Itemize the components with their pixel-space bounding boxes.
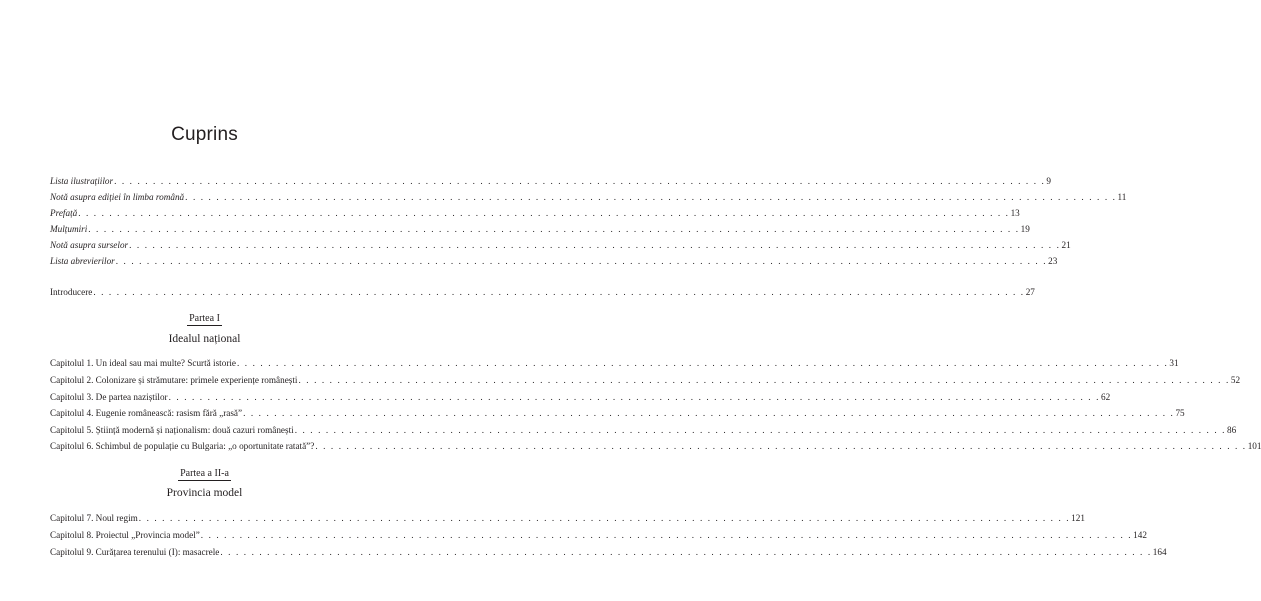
toc-entry-page: 23 xyxy=(1048,256,1058,266)
part-title: Idealul național xyxy=(168,333,241,345)
dot-leader: . . . . . . . . . . . . . . . . . . . . . . . . . . . . . . . . . . . . . . . . . . . . . . . . . . . . . . . . . . . . . . . . . . . . . . . . . . . . . . . . . . . . . . . . . . . . . . . . . . . . . . . . . . . . . . . . . . . . . . . . xyxy=(168,392,1100,402)
toc-entry-page: 21 xyxy=(1061,240,1071,250)
toc-entry-chapter-2[interactable] xyxy=(50,373,1241,387)
toc-entry-page: 121 xyxy=(1071,513,1085,523)
toc-entry-label: Introducere xyxy=(50,287,93,297)
toc-entry-sources-note[interactable] xyxy=(50,238,1071,252)
part-title: Provincia model xyxy=(166,487,243,499)
part-heading xyxy=(0,312,409,326)
part-label: Partea a II-a xyxy=(180,468,229,479)
toc-entry-page: 9 xyxy=(1046,176,1052,186)
toc-entry-label: Capitolul 8. Proiectul „Provincia model” xyxy=(50,530,200,540)
toc-entry-acknowledgements[interactable] xyxy=(50,222,1030,236)
toc-entry-chapter-8[interactable] xyxy=(50,528,1147,542)
toc-entry-chapter-4[interactable] xyxy=(50,406,1185,420)
toc-entry-label: Mulțumiri xyxy=(50,224,88,234)
toc-entry-introduction[interactable] xyxy=(50,285,1035,299)
toc-entry-label: Capitolul 9. Curățarea terenului (I): masacrele xyxy=(50,547,220,557)
toc-entry-label: Notă asupra surselor xyxy=(50,240,129,250)
toc-entry-page: 27 xyxy=(1025,287,1035,297)
dot-leader: . . . . . . . . . . . . . . . . . . . . . . . . . . . . . . . . . . . . . . . . . . . . . . . . . . . . . . . . . . . . . . . . . . . . . . . . . . . . . . . . . . . . . . . . . . . . . . . . . . . . . . . . . . . . . . . . . . . . . . . . xyxy=(93,287,1025,297)
toc-entry-chapter-3[interactable] xyxy=(50,390,1111,404)
dot-leader: . . . . . . . . . . . . . . . . . . . . . . . . . . . . . . . . . . . . . . . . . . . . . . . . . . . . . . . . . . . . . . . . . . . . . . . . . . . . . . . . . . . . . . . . . . . . . . . . . . . . . . . . . . . . . . . . . . . . . . . . xyxy=(138,513,1071,523)
toc-entry-chapter-5[interactable] xyxy=(50,423,1237,437)
part-label: Partea I xyxy=(189,313,220,324)
dot-leader: . . . . . . . . . . . . . . . . . . . . . . . . . . . . . . . . . . . . . . . . . . . . . . . . . . . . . . . . . . . . . . . . . . . . . . . . . . . . . . . . . . . . . . . . . . . . . . . . . . . . . . . . . . . . . . . . . . . . . . . . xyxy=(200,530,1133,540)
dot-leader: . . . . . . . . . . . . . . . . . . . . . . . . . . . . . . . . . . . . . . . . . . . . . . . . . . . . . . . . . . . . . . . . . . . . . . . . . . . . . . . . . . . . . . . . . . . . . . . . . . . . . . . . . . . . . . . . . . . . . . . . xyxy=(243,408,1175,418)
dot-leader: . . . . . . . . . . . . . . . . . . . . . . . . . . . . . . . . . . . . . . . . . . . . . . . . . . . . . . . . . . . . . . . . . . . . . . . . . . . . . . . . . . . . . . . . . . . . . . . . . . . . . . . . . . . . . . . . . . . . . . . . xyxy=(114,176,1046,186)
toc-entry-page: 164 xyxy=(1152,547,1167,557)
toc-entry-label: Notă asupra ediției în limba română xyxy=(50,192,185,202)
toc-entry-chapter-6[interactable] xyxy=(50,439,1261,453)
dot-leader: . . . . . . . . . . . . . . . . . . . . . . . . . . . . . . . . . . . . . . . . . . . . . . . . . . . . . . . . . . . . . . . . . . . . . . . . . . . . . . . . . . . . . . . . . . . . . . . . . . . . . . . . . . . . . . . . . . . . . . . . xyxy=(129,240,1061,250)
toc-entry-label: Prefață xyxy=(50,208,78,218)
dot-leader: . . . . . . . . . . . . . . . . . . . . . . . . . . . . . . . . . . . . . . . . . . . . . . . . . . . . . . . . . . . . . . . . . . . . . . . . . . . . . . . . . . . . . . . . . . . . . . . . . . . . . . . . . . . . . . . . . . . . . . . . xyxy=(78,208,1010,218)
dot-leader: . . . . . . . . . . . . . . . . . . . . . . . . . . . . . . . . . . . . . . . . . . . . . . . . . . . . . . . . . . . . . . . . . . . . . . . . . . . . . . . . . . . . . . . . . . . . . . . . . . . . . . . . . . . . . . . . . . . . . . . . xyxy=(294,425,1227,435)
toc-entry-label: Lista ilustrațiilor xyxy=(50,176,114,186)
toc-entry-page: 11 xyxy=(1117,192,1127,202)
toc-entry-chapter-1[interactable] xyxy=(50,356,1179,370)
toc-entry-page: 62 xyxy=(1100,392,1111,402)
toc-entry-page: 52 xyxy=(1230,375,1241,385)
toc-entry-page: 86 xyxy=(1227,425,1237,435)
toc-entry-label: Capitolul 4. Eugenie românească: rasism fără „rasă” xyxy=(50,408,243,418)
page-title: Cuprins xyxy=(171,124,238,145)
toc-entry-preface[interactable] xyxy=(50,206,1020,220)
toc-entry-page: 13 xyxy=(1010,208,1020,218)
toc-entry-label: Capitolul 1. Un ideal sau mai multe? Scurtă istorie xyxy=(50,358,237,368)
toc-entry-label: Capitolul 6. Schimbul de populație cu Bulgaria: „o oportunitate ratată”? xyxy=(50,441,315,451)
toc-entry-page: 101 xyxy=(1247,441,1261,451)
toc-entry-label: Capitolul 5. Știință modernă și naționalism: două cazuri românești xyxy=(50,425,294,435)
toc-entry-page: 142 xyxy=(1133,530,1147,540)
toc-entry-chapter-7[interactable] xyxy=(50,511,1085,525)
toc-entry-page: 75 xyxy=(1175,408,1185,418)
toc-entry-abbreviations[interactable] xyxy=(50,254,1058,268)
toc-entry-illustrations[interactable] xyxy=(50,174,1052,188)
toc-entry-label: Capitolul 7. Noul regim xyxy=(50,513,138,523)
toc-entry-edition-note[interactable] xyxy=(50,190,1127,204)
dot-leader: . . . . . . . . . . . . . . . . . . . . . . . . . . . . . . . . . . . . . . . . . . . . . . . . . . . . . . . . . . . . . . . . . . . . . . . . . . . . . . . . . . . . . . . . . . . . . . . . . . . . . . . . . . . . . . . . . . . . . . . . xyxy=(185,192,1117,202)
toc-entry-label: Capitolul 2. Colonizare și strămutare: primele experiențe românești xyxy=(50,375,298,385)
dot-leader: . . . . . . . . . . . . . . . . . . . . . . . . . . . . . . . . . . . . . . . . . . . . . . . . . . . . . . . . . . . . . . . . . . . . . . . . . . . . . . . . . . . . . . . . . . . . . . . . . . . . . . . . . . . . . . . . . . . . . . . . xyxy=(237,358,1169,368)
toc-entry-page: 31 xyxy=(1169,358,1179,368)
toc-entry-chapter-9[interactable] xyxy=(50,545,1167,559)
dot-leader: . . . . . . . . . . . . . . . . . . . . . . . . . . . . . . . . . . . . . . . . . . . . . . . . . . . . . . . . . . . . . . . . . . . . . . . . . . . . . . . . . . . . . . . . . . . . . . . . . . . . . . . . . . . . . . . . . . . . . . . . xyxy=(220,547,1152,557)
toc-entry-label: Lista abrevierilor xyxy=(50,256,115,266)
toc-entry-label: Capitolul 3. De partea naziștilor xyxy=(50,392,168,402)
dot-leader: . . . . . . . . . . . . . . . . . . . . . . . . . . . . . . . . . . . . . . . . . . . . . . . . . . . . . . . . . . . . . . . . . . . . . . . . . . . . . . . . . . . . . . . . . . . . . . . . . . . . . . . . . . . . . . . . . . . . . . . . xyxy=(115,256,1048,266)
toc-entry-page: 19 xyxy=(1020,224,1030,234)
dot-leader: . . . . . . . . . . . . . . . . . . . . . . . . . . . . . . . . . . . . . . . . . . . . . . . . . . . . . . . . . . . . . . . . . . . . . . . . . . . . . . . . . . . . . . . . . . . . . . . . . . . . . . . . . . . . . . . . . . . . . . . . xyxy=(315,441,1247,451)
part-heading xyxy=(0,467,409,481)
dot-leader: . . . . . . . . . . . . . . . . . . . . . . . . . . . . . . . . . . . . . . . . . . . . . . . . . . . . . . . . . . . . . . . . . . . . . . . . . . . . . . . . . . . . . . . . . . . . . . . . . . . . . . . . . . . . . . . . . . . . . . . . xyxy=(298,375,1230,385)
dot-leader: . . . . . . . . . . . . . . . . . . . . . . . . . . . . . . . . . . . . . . . . . . . . . . . . . . . . . . . . . . . . . . . . . . . . . . . . . . . . . . . . . . . . . . . . . . . . . . . . . . . . . . . . . . . . . . . . . . . . . . . . xyxy=(88,224,1020,234)
